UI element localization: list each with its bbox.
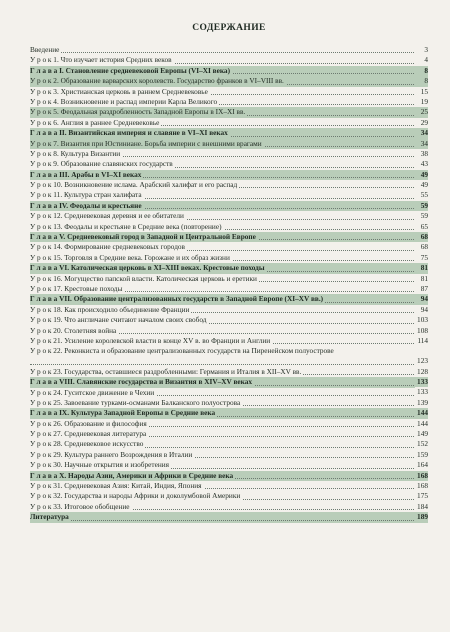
toc-entry-row xyxy=(30,242,428,252)
toc-entry-row xyxy=(30,284,428,294)
toc-page-number: 94 xyxy=(420,304,428,314)
toc-page-number: 144 xyxy=(417,418,428,428)
toc-entry-title: У р о к 26. Образование и философия xyxy=(30,418,147,428)
toc-entry-row xyxy=(30,190,428,200)
toc-entry-title: У р о к 24. Гуситское движение в Чехии xyxy=(30,387,155,397)
toc-page-number: 175 xyxy=(417,491,428,501)
toc-entry-title: У р о к 28. Средневековое искусство xyxy=(30,439,144,449)
toc-page-number: 49 xyxy=(420,169,428,179)
toc-entry-title: У р о к 23. Государства, оставшиеся раздробленными: Германия и Италия в XII–XV вв. xyxy=(30,366,302,376)
toc-page-number: 8 xyxy=(424,76,428,86)
toc-page-number: 8 xyxy=(424,65,428,75)
toc-entry-title: У р о к 17. Крестовые походы xyxy=(30,283,123,293)
toc-entry-row xyxy=(30,450,428,460)
toc-entry-title: У р о к 8. Культура Византии xyxy=(30,148,121,158)
table-of-contents xyxy=(30,45,428,523)
toc-page-number: 108 xyxy=(417,325,428,335)
toc-page-number: 87 xyxy=(420,283,428,293)
toc-page-number: 75 xyxy=(420,252,428,262)
toc-page-number: 168 xyxy=(417,470,428,480)
toc-entry-row xyxy=(30,367,428,377)
toc-page-number: 152 xyxy=(417,439,428,449)
page-title: СОДЕРЖАНИЕ xyxy=(192,23,266,33)
toc-chapter-row xyxy=(30,232,428,242)
toc-entry-title: У р о к 31. Средневековая Азия: Китай, Индия, Япония xyxy=(30,481,202,491)
toc-page-number: 184 xyxy=(417,501,428,511)
toc-entry-title: У р о к 20. Столетняя война xyxy=(30,325,117,335)
toc-entry-title: Г л а в а III. Арабы в VI–XI веках xyxy=(30,169,142,179)
toc-entry-row xyxy=(30,118,428,128)
toc-entry-row xyxy=(30,439,428,449)
toc-entry-title: Г л а в а I. Становление средневековой Европы (VI–XI века) xyxy=(30,65,231,75)
toc-page-number: 81 xyxy=(420,263,428,273)
toc-entry-title: У р о к 30. Научные открытия и изобретения xyxy=(30,460,170,470)
toc-page-number: 4 xyxy=(424,55,428,65)
toc-chapter-row xyxy=(30,408,428,418)
toc-entry-title: У р о к 10. Возникновение ислама. Арабский халифат и его распад xyxy=(30,180,238,190)
toc-page-number: 149 xyxy=(417,429,428,439)
toc-entry-row xyxy=(30,76,428,86)
toc-page-number: 144 xyxy=(417,408,428,418)
toc-entry-title: Г л а в а X. Народы Азии, Америки и Африки в Средние века xyxy=(30,470,234,480)
toc-entry-row xyxy=(30,305,428,315)
toc-page-number: 81 xyxy=(420,273,428,283)
toc-entry-row xyxy=(30,481,428,491)
toc-entry-title: У р о к 15. Торговля в Средние века. Горожане и их образ жизни xyxy=(30,252,230,262)
toc-chapter-row xyxy=(30,294,428,304)
toc-entry-title: Г л а в а VI. Католическая церковь в XI–XIII веках. Крестовые походы xyxy=(30,263,265,273)
toc-entry-title: У р о к 16. Могущество папской власти. Католическая церковь и еретики xyxy=(30,273,257,283)
toc-chapter-row xyxy=(30,66,428,76)
toc-entry-title: Г л а в а VIII. Славянские государства и Византия в XIV–XV веках xyxy=(30,377,253,387)
toc-entry-row xyxy=(30,419,428,429)
dot-leader xyxy=(30,364,414,365)
toc-entry-row xyxy=(30,139,428,149)
toc-entry-title: У р о к 33. Итоговое обобщение xyxy=(30,501,130,511)
toc-page-number: 59 xyxy=(420,211,428,221)
toc-entry-title: Г л а в а VII. Образование централизованных государств в Западной Европе (XI–XV вв.) xyxy=(30,294,324,304)
toc-entry-row xyxy=(30,211,428,221)
toc-page-number: 139 xyxy=(417,397,428,407)
toc-chapter-row xyxy=(30,471,428,481)
toc-chapter-row xyxy=(30,170,428,180)
toc-entry-title: Г л а в а V. Средневековый город в Западной и Центральной Европе xyxy=(30,232,256,242)
toc-entry-title: У р о к 4. Возникновение и распад империи Карла Великого xyxy=(30,96,218,106)
toc-page-number: 29 xyxy=(420,117,428,127)
toc-entry-title: У р о к 1. Что изучает история Средних веков xyxy=(30,55,172,65)
toc-entry-row xyxy=(30,429,428,439)
toc-entry-title: У р о к 12. Средневековая деревня и ее обитатели xyxy=(30,211,184,221)
toc-page-number: 34 xyxy=(420,128,428,138)
toc-entry-row xyxy=(30,460,428,470)
toc-entry-row xyxy=(30,274,428,284)
toc-entry-row xyxy=(30,45,428,55)
toc-page-number: 38 xyxy=(420,148,428,158)
toc-entry-row xyxy=(30,97,428,107)
toc-entry-row xyxy=(30,159,428,169)
toc-page-number: 65 xyxy=(420,221,428,231)
toc-entry-title: У р о к 5. Феодальная раздробленность Западной Европы в IX–XI вв. xyxy=(30,107,246,117)
toc-page-number: 189 xyxy=(417,512,428,522)
toc-page-number: 103 xyxy=(417,315,428,325)
toc-page-number: 15 xyxy=(420,86,428,96)
toc-entry-title: Г л а в а IV. Феодалы и крестьяне xyxy=(30,200,142,210)
toc-page-number: 55 xyxy=(420,190,428,200)
toc-entry-title: У р о к 2. Образование варварских королевств. Государство франков в VI–VIII вв. xyxy=(30,76,284,86)
toc-page-number: 133 xyxy=(417,377,428,387)
toc-page-number: 159 xyxy=(417,449,428,459)
toc-page-number: 59 xyxy=(420,200,428,210)
toc-entry-row xyxy=(30,107,428,117)
toc-entry-title: У р о к 14. Формирование средневековых городов xyxy=(30,242,186,252)
toc-entry-title: У р о к 22. Реконкиста и образование централизованных государств на Пиренейском полуострове xyxy=(30,346,334,356)
toc-entry-row xyxy=(30,180,428,190)
toc-chapter-row xyxy=(30,263,428,273)
toc-entry-title: У р о к 21. Усиление королевской власти в конце XV в. во Франции и Англии xyxy=(30,335,271,345)
toc-entry-title: Г л а в а II. Византийская империя и славяне в VI–XI веках xyxy=(30,128,228,138)
dot-leader xyxy=(30,52,414,53)
toc-page-number: 68 xyxy=(420,242,428,252)
toc-page-number: 3 xyxy=(424,44,428,54)
toc-entry-row xyxy=(30,253,428,263)
toc-page-number: 25 xyxy=(420,107,428,117)
toc-entry-row xyxy=(30,491,428,501)
toc-entry-title: У р о к 11. Культура стран халифата xyxy=(30,190,142,200)
toc-entry-title: У р о к 25. Завоевание турками-османами Балканского полуострова xyxy=(30,397,241,407)
toc-page-number: 68 xyxy=(420,232,428,242)
toc-page-number: 128 xyxy=(417,366,428,376)
toc-entry-title: У р о к 3. Христианская церковь в раннем Средневековье xyxy=(30,86,208,96)
toc-entry-title: У р о к 7. Византия при Юстиниане. Борьба империи с внешними врагами xyxy=(30,138,262,148)
toc-entry-row xyxy=(30,326,428,336)
toc-entry-title: У р о к 13. Феодалы и крестьяне в Средние века (повторение) xyxy=(30,221,222,231)
toc-page-number: 19 xyxy=(420,96,428,106)
toc-entry-row xyxy=(30,222,428,232)
toc-page-number: 94 xyxy=(420,294,428,304)
toc-chapter-row xyxy=(30,128,428,138)
toc-entry-row xyxy=(30,398,428,408)
dot-leader xyxy=(30,520,414,521)
toc-entry-title: У р о к 27. Средневековая литература xyxy=(30,429,147,439)
toc-chapter-row xyxy=(30,201,428,211)
toc-entry-title: У р о к 9. Образование славянских государств xyxy=(30,159,173,169)
toc-chapter-row xyxy=(30,512,428,522)
toc-chapter-row xyxy=(30,377,428,387)
toc-entry-title: Г л а в а IX. Культура Западной Европы в Средние века xyxy=(30,408,216,418)
toc-page-number: 43 xyxy=(420,159,428,169)
toc-page-number: 114 xyxy=(417,335,428,345)
toc-entry-row xyxy=(30,315,428,325)
toc-entry-row xyxy=(30,388,428,398)
toc-entry-row xyxy=(30,346,428,366)
toc-page-number: 34 xyxy=(420,138,428,148)
toc-entry-row xyxy=(30,149,428,159)
toc-page-number: 49 xyxy=(420,180,428,190)
toc-entry-title: У р о к 32. Государства и народы Африки и доколумбовой Америки xyxy=(30,491,241,501)
toc-entry-title: У р о к 6. Англия в раннее Средневековье xyxy=(30,117,160,127)
toc-entry-title: У р о к 29. Культура раннего Возрождения в Италии xyxy=(30,449,193,459)
toc-entry-title: Литература xyxy=(30,512,69,522)
toc-entry-title: У р о к 18. Как происходило объединение Франции xyxy=(30,304,190,314)
toc-entry-row xyxy=(30,55,428,65)
toc-page-number: 168 xyxy=(417,481,428,490)
toc-page-number: 133 xyxy=(417,387,428,397)
toc-entry-row xyxy=(30,336,428,346)
toc-entry-row xyxy=(30,87,428,97)
toc-entry-title: Введение xyxy=(30,45,60,54)
toc-entry-row xyxy=(30,502,428,512)
toc-page-number: 164 xyxy=(417,460,428,470)
toc-page-number: 123 xyxy=(417,356,428,366)
toc-entry-title: У р о к 19. Что англичане считают началом своих свобод xyxy=(30,315,207,325)
